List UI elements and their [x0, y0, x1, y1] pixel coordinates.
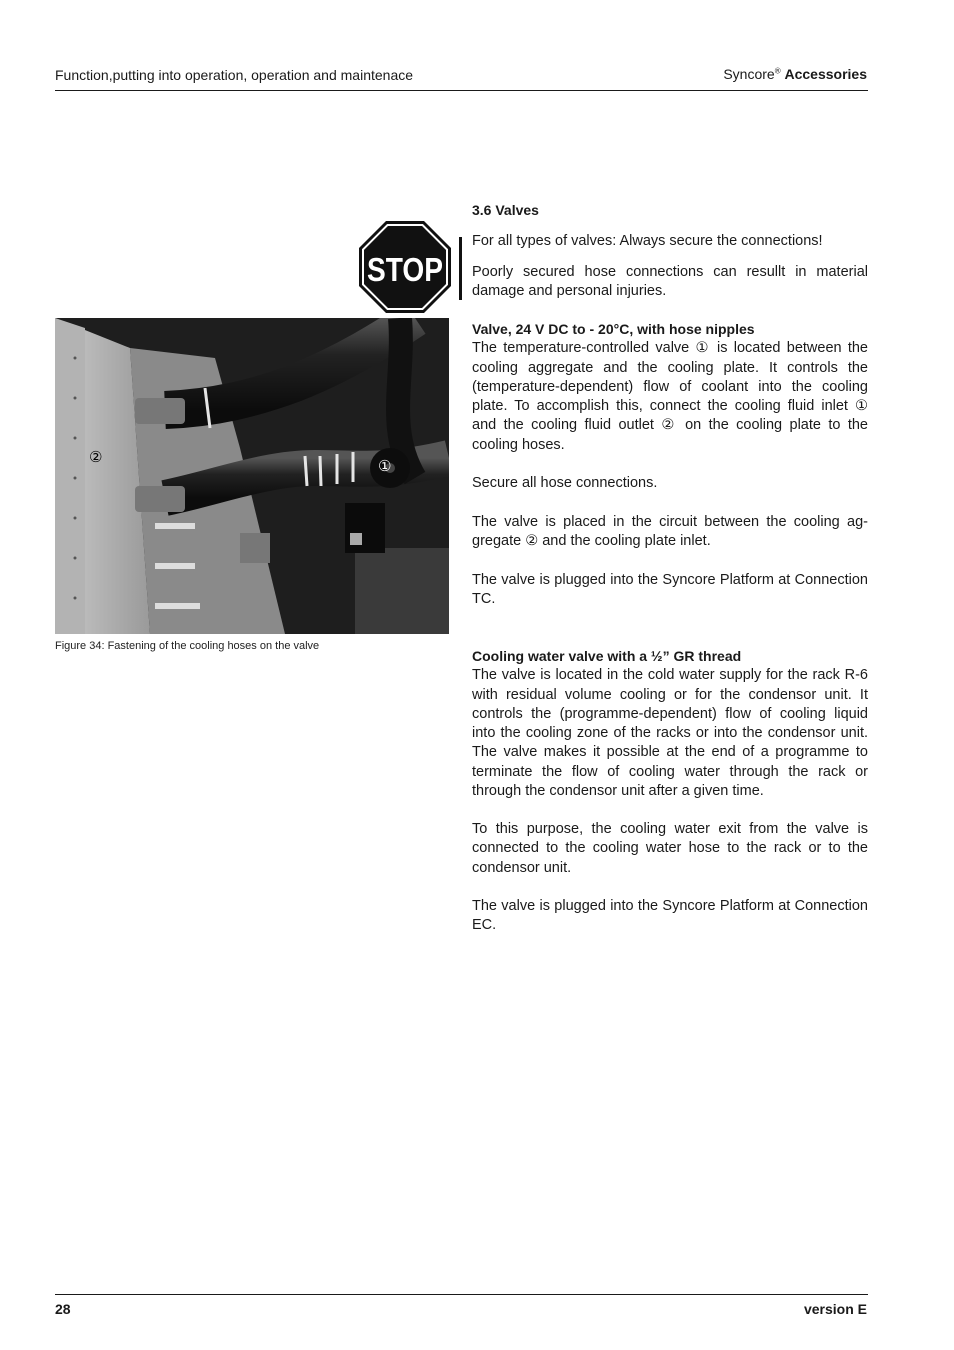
document-version: version E [803, 1301, 867, 1317]
stop-sign-icon [359, 221, 451, 313]
section-valves-heading: 3.6 Valves [472, 202, 539, 218]
valve-24v-paragraph-2: Secure all hose connections. [472, 475, 658, 491]
callout-2-outlet: ② [89, 449, 103, 466]
valves-intro-2: Poorly secured hose connections can resullt in material damage and personal injuries. [472, 264, 868, 300]
stop-sign-text: STOP [367, 251, 443, 288]
cooling-water-valve-block [472, 647, 868, 801]
running-header-section [723, 66, 867, 82]
warning-bar [459, 237, 462, 300]
cooling-water-paragraph-1: The valve is located in the cold water supply for the rack R-6 with residual volume cooling or for the condensor unit. It controls the (programme-dependent) flow of cooling liquid into the cooling zone of the racks or into the condensor unit. The valve makes it possible at the end of a programme to terminate the flow of cooling water through the rack or through the condensor unit after a given time. [472, 667, 868, 800]
valve-24v-block [472, 320, 868, 455]
callout-1-valve: ① [378, 458, 392, 475]
running-header-title: Function,putting into operation, operation and maintenace [55, 67, 414, 83]
valve-24v-heading: Valve, 24 V DC to - 20°C, with hose nipples [472, 321, 755, 337]
valve-24v-paragraph-4: The valve is plugged into the Syncore Platform at Connection TC. [472, 572, 868, 608]
registered-mark: ® [774, 66, 781, 76]
figure-caption: Figure 34: Fastening of the cooling hoses on the valve [55, 640, 320, 652]
cooling-water-paragraph-3: The valve is plugged into the Syncore Platform at Connection EC. [472, 898, 868, 934]
cooling-water-paragraph-2: To this purpose, the cooling water exit from the valve is connected to the cooling water hose to the rack or to the condensor unit. [472, 821, 868, 876]
valves-intro-1: For all types of valves: Always secure the connections! [472, 233, 823, 249]
section-name: Accessories [784, 66, 867, 82]
valve-24v-paragraph-3: The valve is placed in the circuit between the cooling aggregate ② and the cooling plate inlet. [472, 514, 868, 550]
valve-24v-paragraph-1: The temperature-controlled valve ① is located between the cooling aggregate and the cooling plate. It controls the (temperature-dependent) flow of coolant into the cooling plate. To accomplish this, connect the cooling fluid inlet ① and the cooling fluid outlet ② on the cooling plate to the cooling hoses. [472, 340, 868, 453]
cooling-hoses-photo [55, 318, 449, 634]
cooling-water-valve-heading: Cooling water valve with a ½” GR thread [472, 648, 742, 664]
brand-name: Syncore [723, 66, 775, 82]
header-rule [55, 90, 868, 91]
footer-rule [55, 1294, 868, 1295]
page-number: 28 [55, 1301, 71, 1317]
